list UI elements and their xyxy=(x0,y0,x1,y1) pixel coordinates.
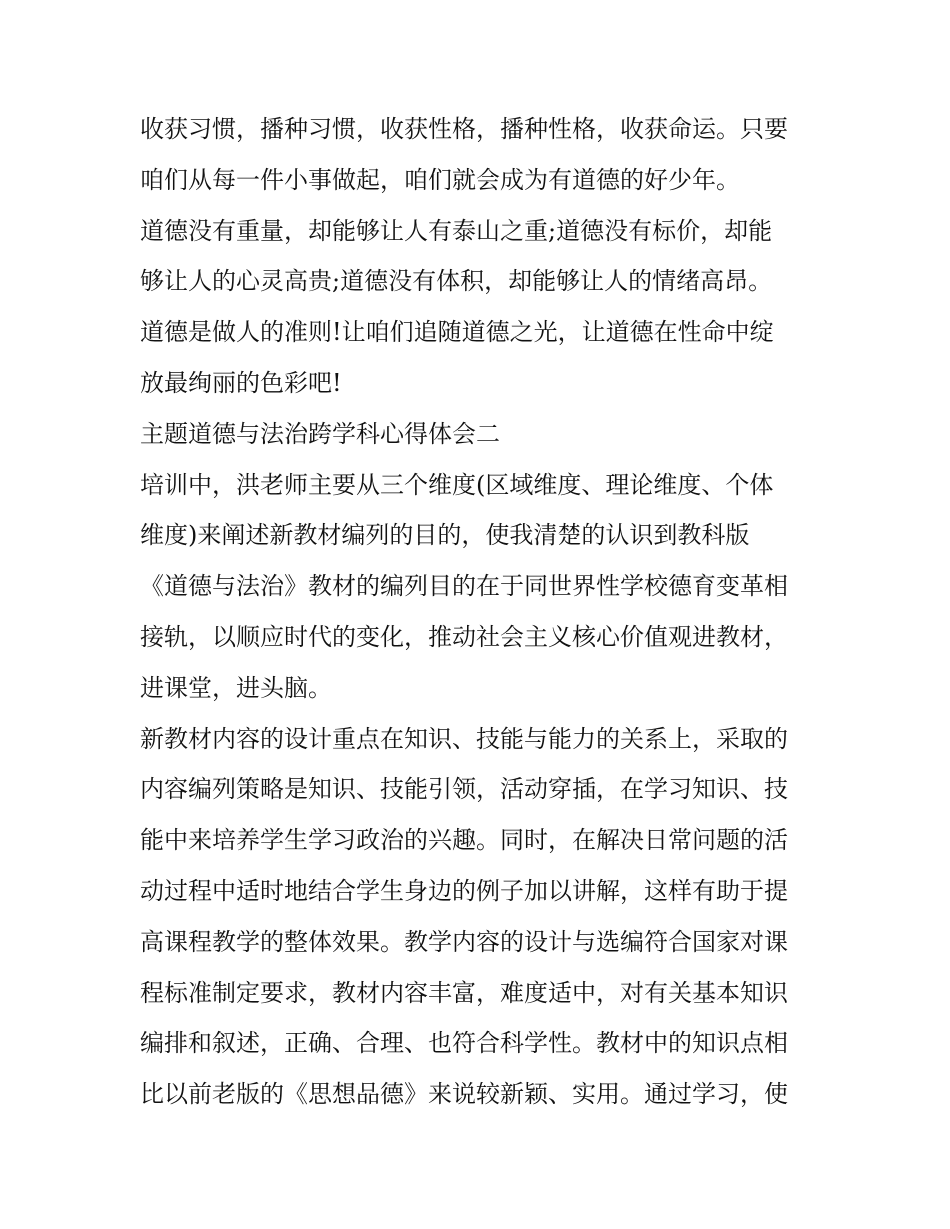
text-line: 《道德与法治》教材的编列目的在于同世界性学校德育变革相 xyxy=(140,572,788,601)
section-heading: 主题道德与法治跨学科心得体会二 xyxy=(140,419,500,448)
text-line: 新教材内容的设计重点在知识、技能与能力的关系上，采取的 xyxy=(140,724,788,753)
text-line: 比以前老版的《思想品德》来说较新颖、实用。通过学习，使 xyxy=(140,1080,788,1109)
text-line: 内容编列策略是知识、技能引领，活动穿插，在学习知识、技 xyxy=(140,775,788,804)
text-line: 道德是做人的准则!让咱们追随道德之光，让道德在性命中绽 xyxy=(140,318,774,347)
text-line: 培训中，洪老师主要从三个维度(区域维度、理论维度、个体 xyxy=(140,470,774,499)
text-line: 程标准制定要求，教材内容丰富，难度适中，对有关基本知识 xyxy=(140,978,788,1007)
text-line: 收获习惯，播种习惯，收获性格，播种性格，收获命运。只要 xyxy=(140,115,788,143)
text-line: 道德没有重量，却能够让人有泰山之重;道德没有标价，却能 xyxy=(140,216,773,245)
text-line: 编排和叙述，正确、合理、也符合科学性。教材中的知识点相 xyxy=(140,1029,788,1058)
text-line: 动过程中适时地结合学生身边的例子加以讲解，这样有助于提 xyxy=(140,876,788,905)
text-line: 高课程教学的整体效果。教学内容的设计与选编符合国家对课 xyxy=(140,927,788,956)
text-line: 能中来培养学生学习政治的兴趣。同时，在解决日常问题的活 xyxy=(140,826,788,855)
text-line: 进课堂，进头脑。 xyxy=(140,673,332,702)
text-line: 维度)来阐述新教材编列的目的，使我清楚的认识到教科版 xyxy=(140,521,750,550)
document-body xyxy=(140,104,820,1120)
text-line: 咱们从每一件小事做起，咱们就会成为有道德的好少年。 xyxy=(140,165,740,194)
text-line: 接轨，以顺应时代的变化，推动社会主义核心价值观进教材， xyxy=(140,622,788,651)
text-line: 够让人的心灵高贵;道德没有体积，却能够让人的情绪高昂。 xyxy=(140,267,773,296)
text-line: 放最绚丽的色彩吧! xyxy=(140,368,342,397)
